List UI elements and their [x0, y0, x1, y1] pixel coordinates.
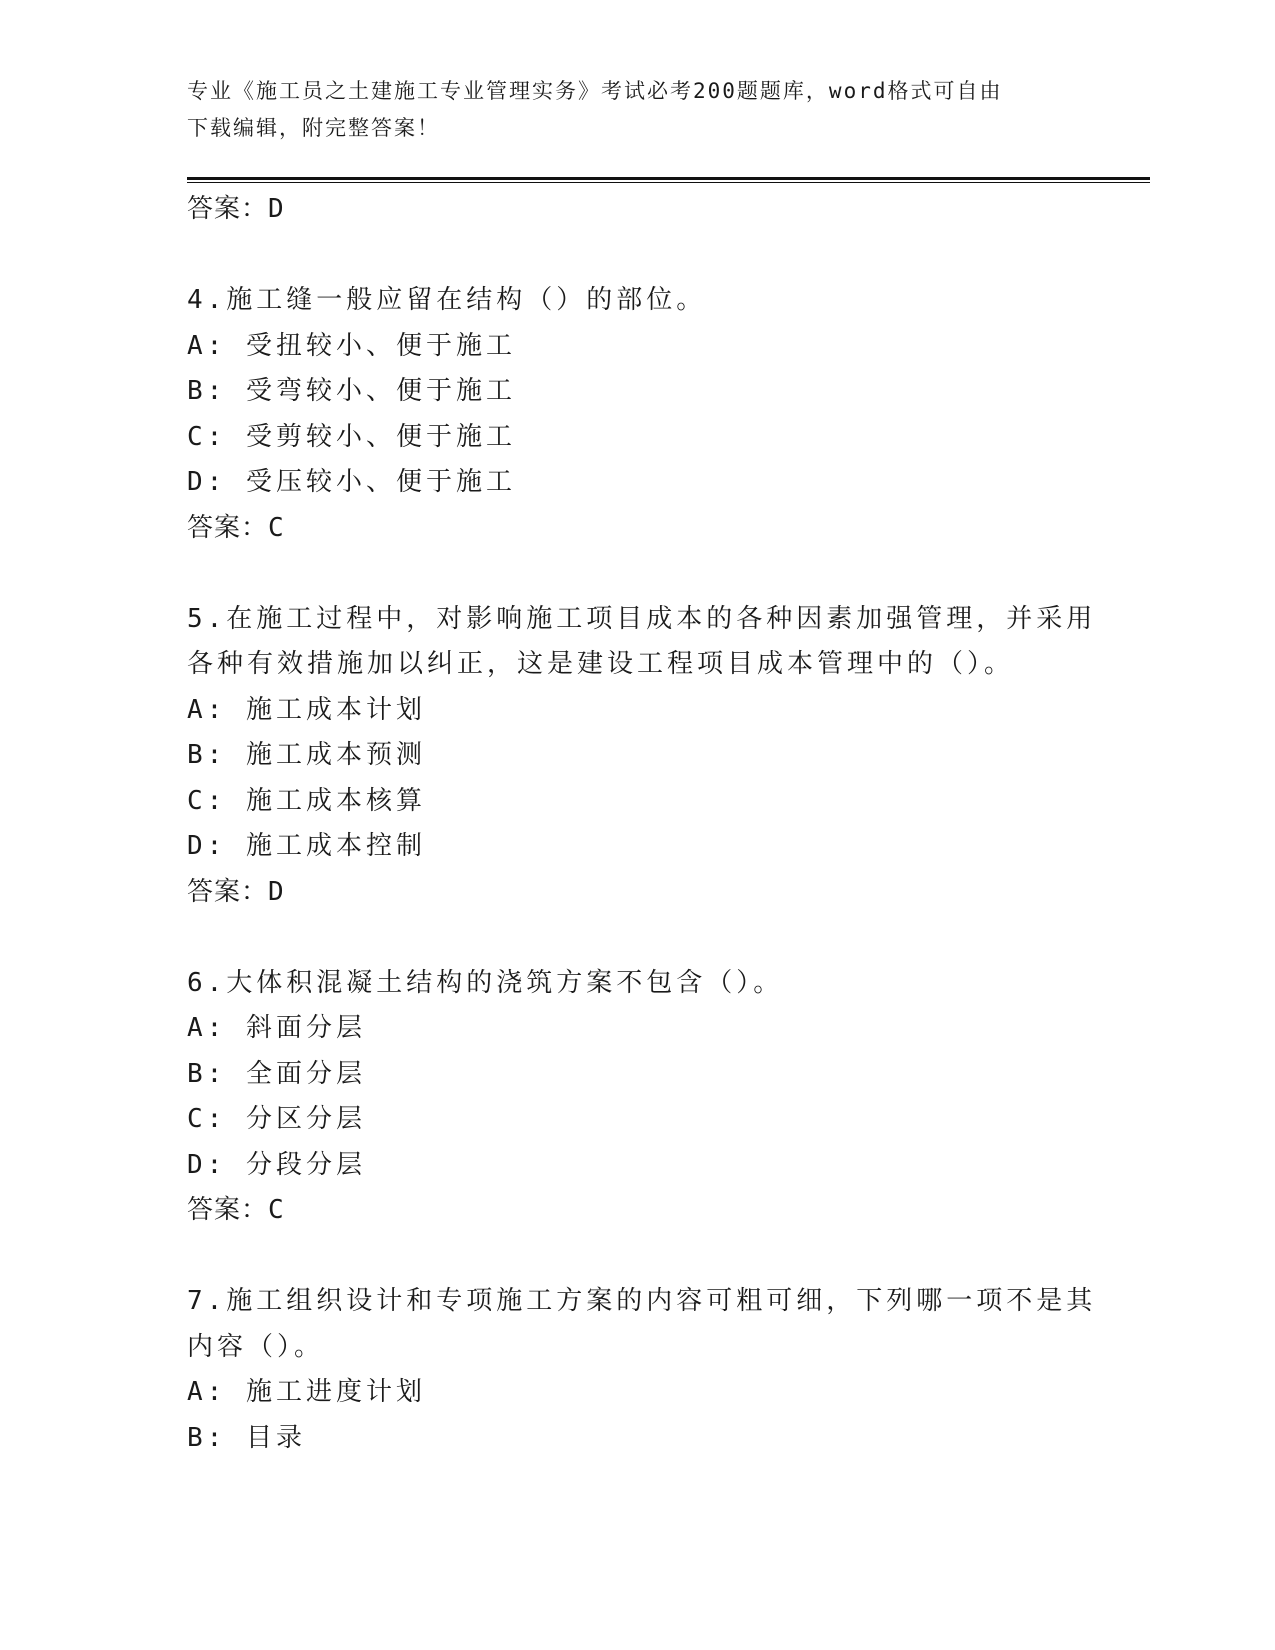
option-d: D: 受压较小、便于施工	[187, 467, 516, 497]
option-a: A: 受扭较小、便于施工	[187, 330, 516, 361]
document-header	[187, 73, 1087, 147]
question-text-continued: 内容（）。	[187, 1331, 325, 1362]
question-block	[187, 1279, 1097, 1461]
spacer	[187, 233, 1087, 279]
option-b: B: 目录	[187, 1422, 306, 1453]
option-c: C: 施工成本核算	[187, 785, 426, 816]
question-text: 6.大体积混凝土结构的浇筑方案不包含（）。	[187, 967, 784, 998]
spacer	[187, 1234, 1087, 1280]
header-line-2: 下载编辑，附完整答案！	[187, 116, 440, 140]
option-d: D: 分段分层	[187, 1149, 366, 1180]
question-text-continued: 各种有效措施加以纠正，这是建设工程项目成本管理中的（）。	[187, 649, 1015, 679]
header-line-1: 专业《施工员之土建施工专业管理实务》考试必考200题题库，word格式可自由	[187, 79, 1003, 103]
header-rule-thin	[187, 182, 1150, 183]
question-block	[187, 597, 1097, 916]
spacer	[187, 551, 1087, 597]
question-list	[187, 187, 1097, 1461]
question-text: 7.施工组织设计和专项施工方案的内容可粗可细，下列哪一项不是其	[187, 1286, 1097, 1316]
option-d: D: 施工成本控制	[187, 831, 426, 861]
option-c: C: 分区分层	[187, 1104, 366, 1134]
question-text: 4.施工缝一般应留在结构（）的部位。	[187, 285, 707, 315]
option-b: B: 全面分层	[187, 1058, 366, 1089]
option-b: B: 施工成本预测	[187, 740, 426, 770]
question-text: 5.在施工过程中，对影响施工项目成本的各种因素加强管理，并采用	[187, 603, 1097, 634]
spacer	[187, 915, 1087, 961]
answer-line: 答案：D	[187, 194, 285, 224]
option-a: A: 斜面分层	[187, 1013, 366, 1043]
option-b: B: 受弯较小、便于施工	[187, 376, 516, 406]
option-a: A: 施工进度计划	[187, 1377, 426, 1407]
answer-line: 答案：C	[187, 1195, 285, 1225]
question-block	[187, 278, 1087, 551]
question-block	[187, 961, 1087, 1234]
option-c: C: 受剪较小、便于施工	[187, 421, 516, 452]
answer-line: 答案：C	[187, 512, 285, 543]
header-rule-thick	[187, 177, 1150, 180]
option-a: A: 施工成本计划	[187, 694, 426, 725]
answer-line: 答案：D	[187, 876, 285, 907]
